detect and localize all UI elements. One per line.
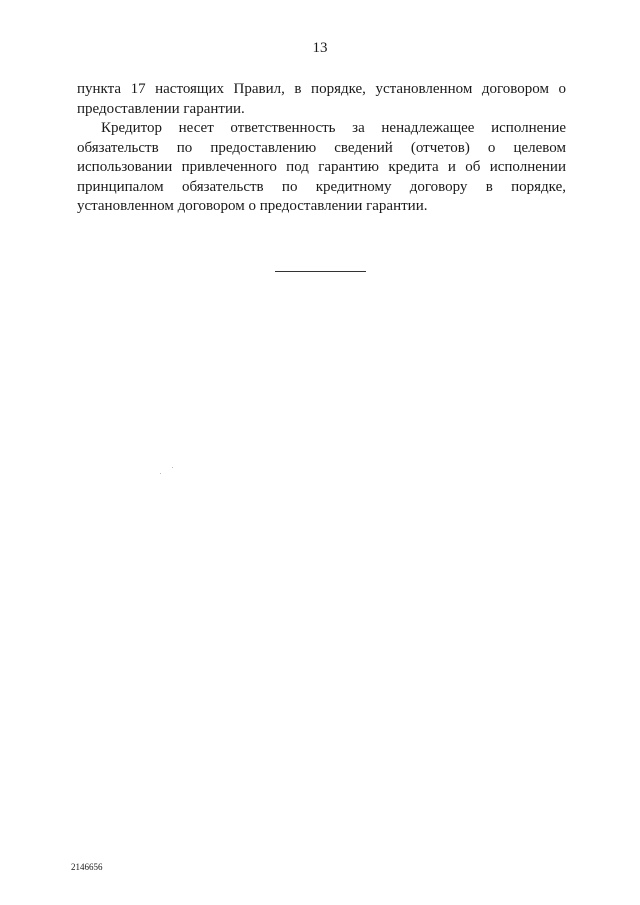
document-body	[77, 80, 566, 217]
scan-speck	[160, 473, 161, 474]
document-code: 2146656	[71, 862, 103, 872]
page-number: 13	[312, 40, 328, 56]
end-separator-line	[275, 271, 366, 272]
paragraph-continuation: пункта 17 настоящих Правил, в порядке, установленном договором о предоставлении гарантии.	[77, 81, 566, 117]
paragraph-creditor-liability: Кредитор несет ответственность за ненадлежащее исполнение обязательств по предоставлению сведений (отчетов) о целевом использовании привлеченного под гарантию кредита и об исполнении принципалом обязательств по кредитному договору в порядке, установленном договором о предоставлении гарантии.	[77, 120, 566, 214]
scan-speck	[172, 467, 173, 468]
